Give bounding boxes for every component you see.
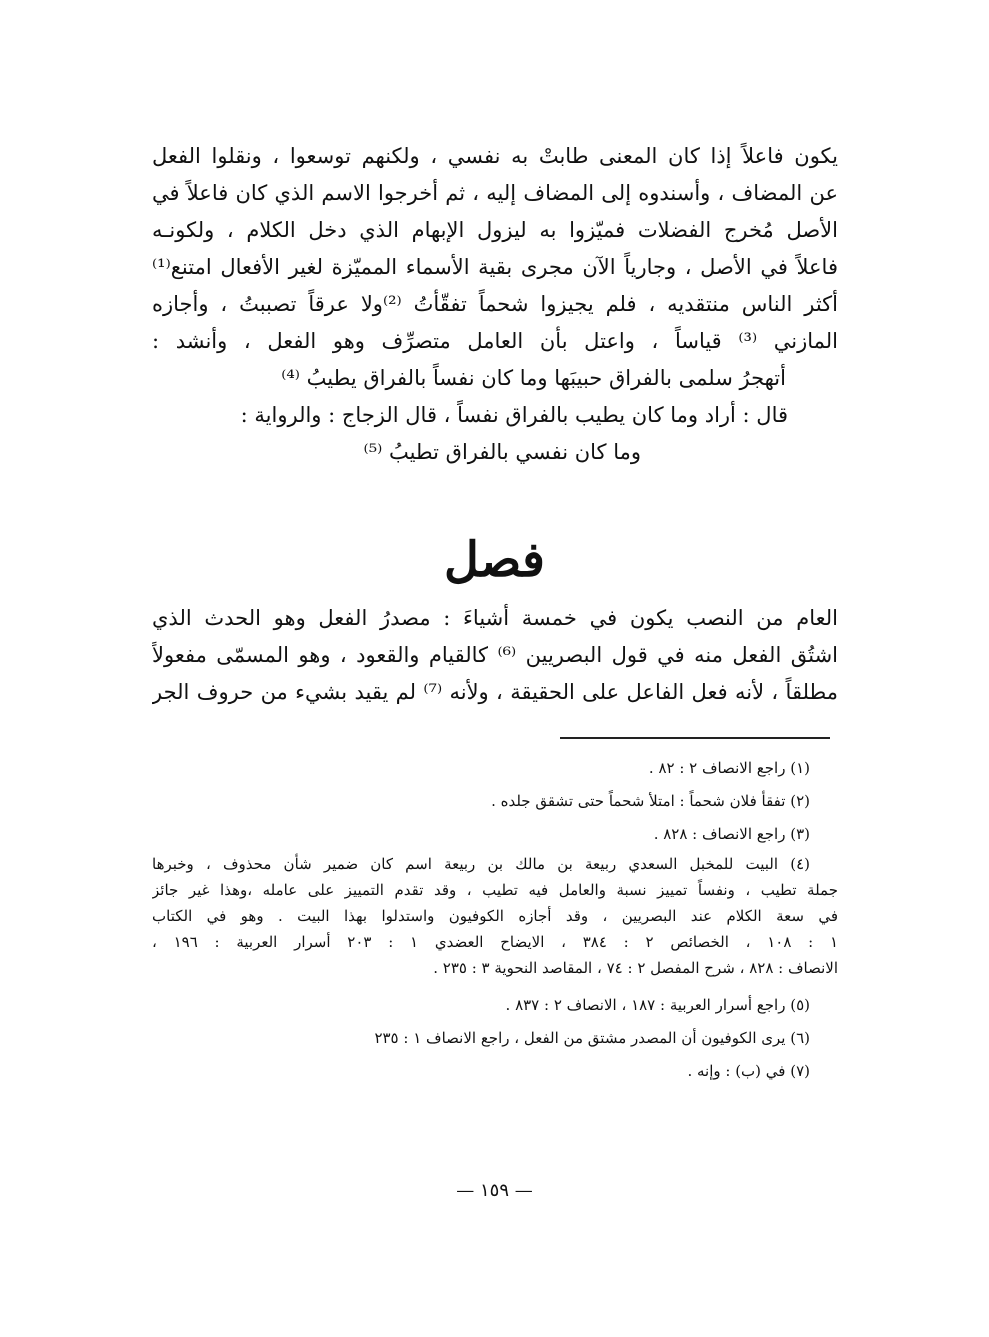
text-line: يكون فاعلاً إذا كان المعنى طابتْ به نفسي ، ولكنهم توسعوا ، ونقلوا الفعل: [152, 144, 838, 168]
footnote-4-line: الانصاف : ٨٢٨ ، شرح المفصل ٢ : ٧٤ ، المقاصد النحوية ٣ : ٢٣٥ .: [433, 959, 838, 977]
footnote-4-line: في سعة الكلام عند البصريين ، وقد أجازه الكوفيون واستدلوا بهذا البيت . وهو في الكتاب: [152, 907, 838, 925]
text-line: الأصل مُخرج الفضلات فميّزوا به ليزول الإبهام الذي دخل الكلام ، ولكونـه: [152, 218, 838, 242]
section-text-block: [152, 600, 838, 711]
footnote-1: (١) راجع الانصاف ٢ : ٨٢ .: [648, 759, 810, 777]
footnote-7: (٧) في (ب) : وإنه .: [687, 1062, 810, 1080]
text-line: فاعلاً في الأصل ، وجارياً الآن مجرى بقية الأسماء المميّزة لغير الأفعال امتنع⁽¹⁾: [152, 255, 838, 279]
footnote-3: (٣) راجع الانصاف : ٨٢٨ .: [653, 825, 810, 843]
footnote-4-line: جملة تطيب ، ونفساً تمييز نسبة والعامل فيه تطيب ، وقد تقدم التمييز على عامله ،وهذا غير جائز: [152, 881, 838, 899]
text-line: عن المضاف ، وأسندوه إلى المضاف إليه ، ثم أخرجوا الاسم الذي كان فاعلاً في: [152, 181, 838, 205]
footnote-2: (٢) تفقأ فلان شحماً : امتلأ شحماً حتى تشقق جلده .: [491, 792, 810, 810]
footnote-4-line: ١ : ١٠٨ ، الخصائص ٢ : ٣٨٤ ، الايضاح العضدي ١ : ٢٠٣ أسرار العربية : ١٩٦ ،: [152, 933, 838, 951]
verse-line: وما كان نفسي بالفراق تطيبُ ⁽⁵⁾: [363, 440, 641, 464]
section-heading: فصل: [444, 532, 545, 588]
text-line: مطلقاً ، لأنه فعل الفاعل على الحقيقة ، ولأنه ⁽⁷⁾ لم يقيد بشيء من حروف الجر: [152, 680, 838, 704]
text-line: قال : أراد وما كان يطيب بالفراق نفساً ، قال الزجاج : والرواية :: [240, 403, 788, 427]
text-line: المازني ⁽³⁾ قياساً ، واعتل بأن العامل متصرِّف وهو الفعل ، وأنشد :: [152, 329, 838, 353]
footnote-5: (٥) راجع أسرار العربية : ١٨٧ ، الانصاف ٢ : ٨٣٧ .: [505, 996, 810, 1014]
text-line: العام من النصب يكون في خمسة أشياءَ : مصدرُ الفعل وهو الحدث الذي: [152, 606, 838, 630]
main-text-block: [152, 138, 838, 471]
text-line: أكثر الناس منتقديه ، فلم يجيزوا شحماً تفقّأتُ ⁽²⁾ولا عرقاً تصببتُ ، وأجازه: [152, 292, 838, 316]
page-number: — ١٥٩ —: [456, 1180, 533, 1201]
footnote-4-line: (٤) البيت للمخبل السعدي ربيعة بن مالك بن ربيعة اسم كان ضمير شأن محذوف ، وخبرها: [152, 855, 810, 873]
verse-line: أتهجرُ سلمى بالفراق حبيبَها وما كان نفساً بالفراق يطيبُ ⁽⁴⁾: [281, 366, 786, 390]
footnote-6: (٦) يرى الكوفيون أن المصدر مشتق من الفعل ، راجع الانصاف ١ : ٢٣٥: [374, 1029, 810, 1047]
text-line: اشتُق الفعل منه في قول البصريين ⁽⁶⁾ كالقيام والقعود ، وهو المسمّى مفعولاً: [152, 643, 838, 667]
footnote-divider: [560, 737, 830, 739]
footnotes: [152, 752, 838, 1088]
